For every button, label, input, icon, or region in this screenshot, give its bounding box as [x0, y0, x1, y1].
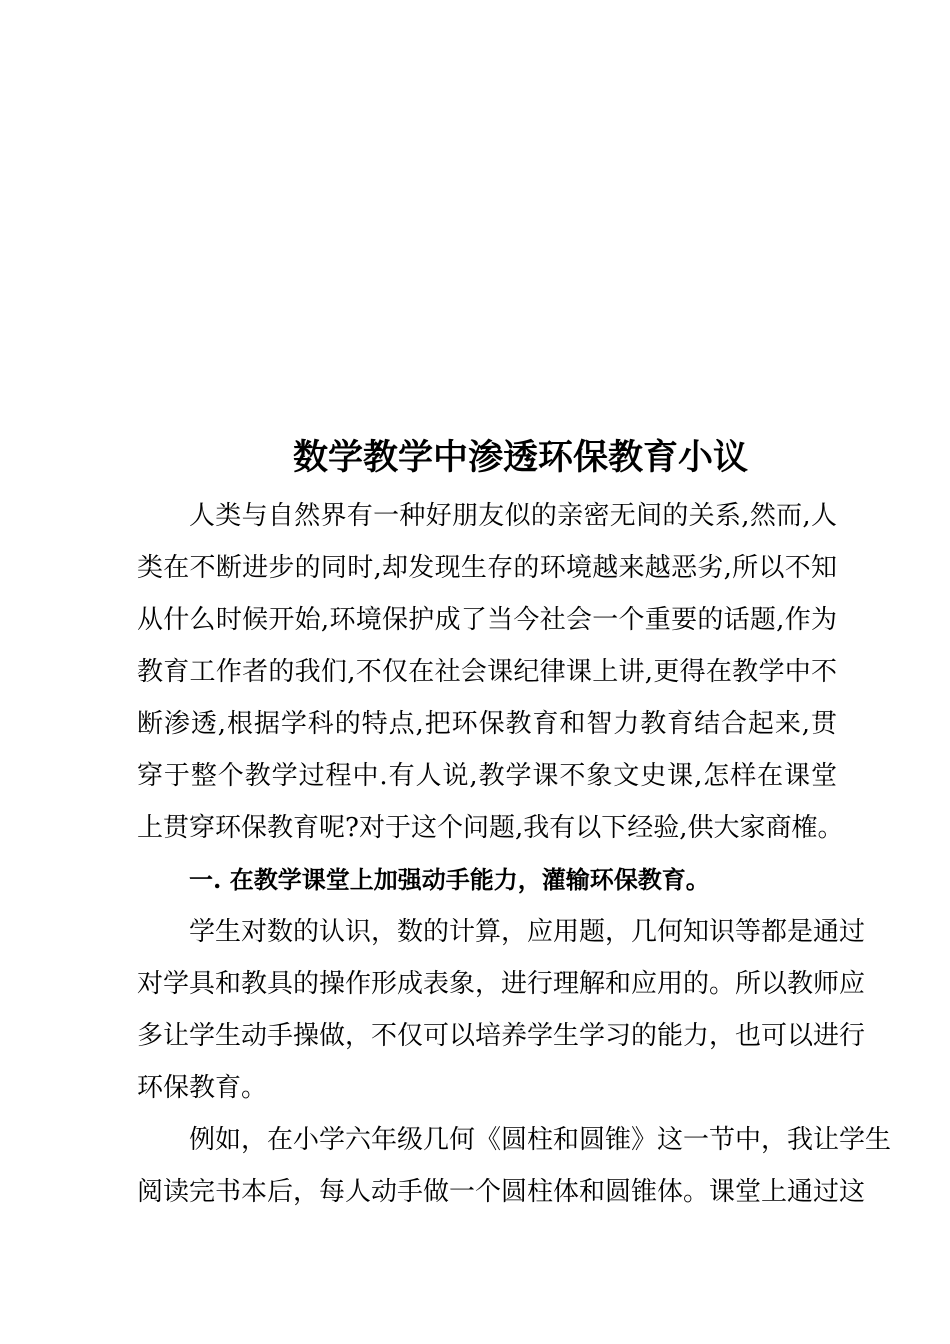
text-line: 多让学生动手操做，不仅可以培养学生学习的能力，也可以进行	[137, 1021, 866, 1051]
body-paragraph	[137, 906, 866, 1114]
section-heading: 一. 在教学课堂上加强动手能力，灌输环保教育。	[189, 865, 710, 894]
text-line: 人类与自然界有一种好朋友似的亲密无间的关系,然而,人	[189, 501, 837, 531]
text-line: 阅读完书本后，每人动手做一个圆柱体和圆锥体。课堂上通过这	[137, 1177, 866, 1207]
text-line: 类在不断进步的同时,却发现生存的环境越来越恶劣,所以不知	[137, 553, 837, 583]
document-body	[137, 490, 892, 1218]
text-line: 从什么时候开始,环境保护成了当今社会一个重要的话题,作为	[137, 605, 837, 635]
text-line: 学生对数的认识，数的计算，应用题，几何知识等都是通过	[189, 917, 866, 947]
text-line: 对学具和教具的操作形成表象，进行理解和应用的。所以教师应	[137, 969, 866, 999]
text-line: 断渗透,根据学科的特点,把环保教育和智力教育结合起来,贯	[137, 709, 837, 739]
text-line: 穿于整个教学过程中.有人说,教学课不象文史课,怎样在课堂	[137, 761, 837, 791]
document-title: 数学教学中渗透环保教育小议	[293, 437, 749, 478]
example-paragraph	[137, 1114, 892, 1218]
text-line: 例如，在小学六年级几何《圆柱和圆锥》这一节中，我让学生	[189, 1125, 892, 1155]
text-line: 教育工作者的我们,不仅在社会课纪律课上讲,更得在教学中不	[137, 657, 837, 687]
text-line: 上贯穿环保教育呢?对于这个问题,我有以下经验,供大家商榷。	[137, 813, 844, 843]
text-line: 环保教育。	[137, 1073, 268, 1103]
intro-paragraph	[137, 490, 844, 854]
